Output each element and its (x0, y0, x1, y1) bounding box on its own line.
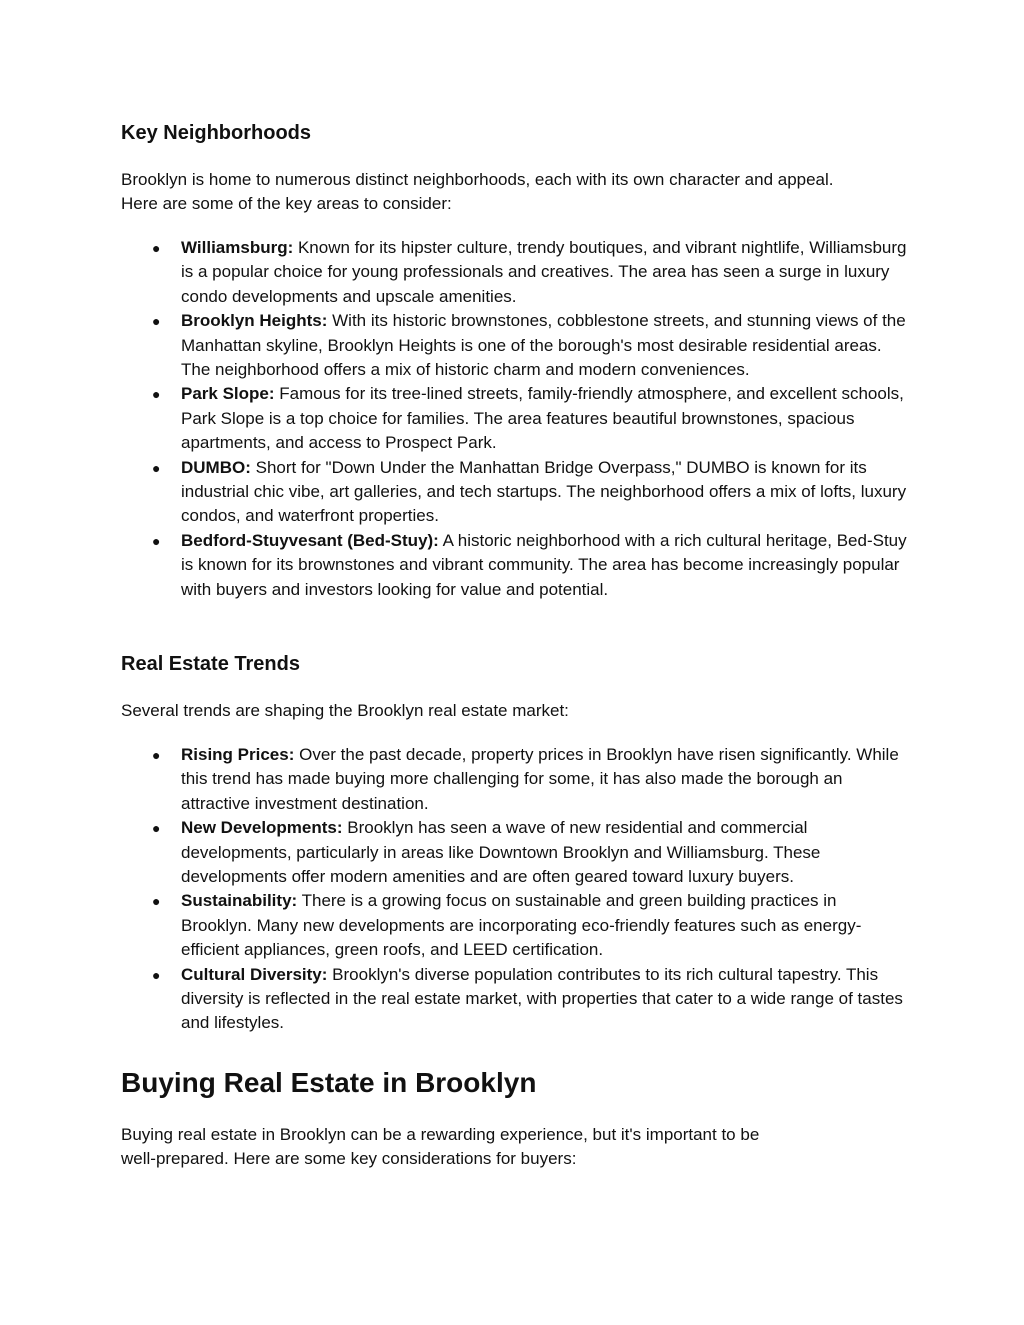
list-item (121, 816, 911, 889)
list-item (121, 889, 911, 962)
item-text: Famous for its tree-lined streets, family-friendly atmosphere, and excellent schools, Park Slope is a top choice for families. The area features beautiful brownstones, spacious apartments, and access to Prospect Park. (181, 384, 904, 453)
heading-buying-real-estate: Buying Real Estate in Brooklyn (121, 1067, 537, 1098)
item-text: With its historic brownstones, cobblestone streets, and stunning views of the Manhattan skyline, Brooklyn Heights is one of the borough's most desirable residential areas. The neighborhood offers a mix of historic charm and modern conveniences. (181, 311, 906, 380)
item-text: Brooklyn has seen a wave of new residential and commercial developments, particularly in areas like Downtown Brooklyn and Williamsburg. These developments offer modern amenities and are often geared toward luxury buyers. (181, 818, 821, 887)
bullet-icon: ● (152, 240, 161, 256)
buying-intro (121, 1123, 911, 1172)
item-term: Rising Prices: (181, 745, 295, 764)
trends-list (121, 743, 911, 1036)
heading-key-neighborhoods: Key Neighborhoods (121, 122, 312, 144)
item-text: A historic neighborhood with a rich cultural heritage, Bed-Stuy is known for its brownstones and vibrant community. The area has become increasingly popular with buyers and investors looking for value and potential. (181, 530, 907, 599)
trends-intro: Several trends are shaping the Brooklyn real estate market: (121, 701, 569, 720)
item-term: DUMBO: (181, 457, 251, 477)
item-text: Short for "Down Under the Manhattan Bridge Overpass," DUMBO is known for its industrial chic vibe, art galleries, and tech startups. The neighborhood offers a mix of lofts, luxury condos, and waterfront properties. (181, 457, 907, 526)
item-text: There is a growing focus on sustainable and green building practices in Brooklyn. Many new developments are incorporating eco-friendly features such as energy-efficient appliances, green roofs, and LEED certification. (181, 891, 862, 960)
list-item (121, 743, 911, 816)
item-term: Sustainability: (181, 891, 298, 911)
item-text: Brooklyn's diverse population contributes to its rich cultural tapestry. This diversity is reflected in the real estate market, with properties that cater to a wide range of tastes and lifestyles. (181, 964, 903, 1033)
item-term: New Developments: (181, 818, 343, 838)
item-term: Bedford-Stuyvesant (Bed-Stuy): (181, 530, 439, 550)
item-text: Known for its hipster culture, trendy boutiques, and vibrant nightlife, Williamsburg is a popular choice for young professionals and creatives. The area has seen a surge in luxury condo developments and upscale amenities. (181, 238, 907, 306)
item-term: Williamsburg: (181, 238, 294, 257)
neighborhoods-intro-line1: Brooklyn is home to numerous distinct neighborhoods, each with its own character and appeal. (121, 170, 834, 189)
bullet-icon: ● (152, 386, 161, 403)
heading-real-estate-trends: Real Estate Trends (121, 653, 300, 675)
list-item (121, 382, 911, 455)
list-item (121, 963, 911, 1036)
buying-intro-line1: Buying real estate in Brooklyn can be a rewarding experience, but it's important to be (121, 1125, 760, 1144)
list-item (121, 236, 911, 309)
neighborhoods-list (121, 236, 911, 602)
item-term: Park Slope: (181, 384, 275, 404)
bullet-icon: ● (152, 893, 161, 910)
bullet-icon: ● (152, 747, 161, 763)
item-text: Over the past decade, property prices in Brooklyn have risen significantly. While this trend has made buying more challenging for some, it has also made the borough an attractive investment destination. (181, 745, 899, 813)
bullet-icon: ● (152, 459, 161, 476)
bullet-icon: ● (152, 966, 161, 983)
neighborhoods-intro (121, 168, 911, 217)
list-item (121, 309, 911, 382)
bullet-icon: ● (152, 313, 161, 330)
item-term: Brooklyn Heights: (181, 311, 328, 331)
buying-intro-line2: well-prepared. Here are some key considerations for buyers: (121, 1149, 577, 1169)
bullet-icon: ● (152, 532, 161, 549)
list-item (121, 456, 911, 529)
item-term: Cultural Diversity: (181, 964, 328, 984)
neighborhoods-intro-line2: Here are some of the key areas to consider: (121, 194, 452, 214)
bullet-icon: ● (152, 820, 161, 837)
list-item (121, 529, 911, 602)
